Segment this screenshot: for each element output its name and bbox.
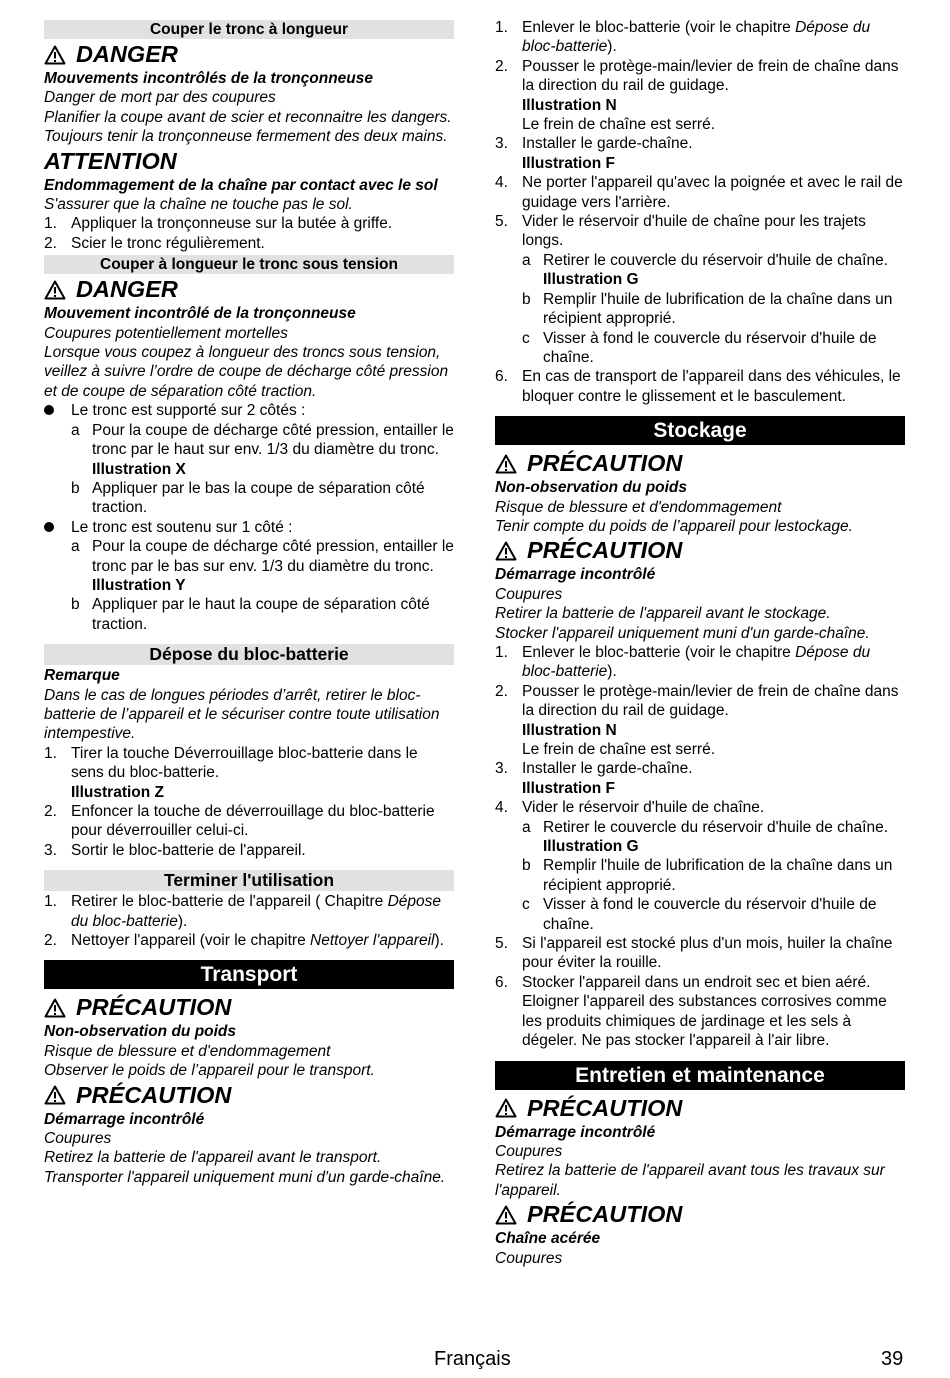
list-item [44,234,454,253]
list-text-main: Scier le tronc régulièrement. [71,234,265,252]
sub-list-letter: b [522,290,531,308]
list-text-main: Vider le réservoir d'huile de chaîne pour les trajets longs. [522,213,866,250]
list-text [522,759,905,778]
warning-text: Transporter l'appareil uniquement muni d'un garde-chaîne. [44,1168,446,1186]
warning-title [44,1081,454,1110]
section-subheading: Dépose du bloc-batterie [44,644,454,665]
list-text-main: Sortir le bloc-batterie de l'appareil. [71,841,306,859]
list-item [495,367,905,406]
list-text [71,234,454,253]
list-text [522,18,905,57]
list-text [522,934,905,973]
warning-text: Planifier la coupe avant de scier et reconnaitre les dangers. [44,108,452,126]
section-subheading: Couper à longueur le tronc sous tension [44,255,454,274]
list-item [44,744,454,783]
list-item [495,934,905,973]
list-text-main: Appliquer la tronçonneuse sur la butée à griffe. [71,215,393,233]
warning-subject: Mouvements incontrôlés de la tronçonneuse [44,70,374,87]
list-item [495,682,905,721]
sub-list-text: Appliquer par le bas la coupe de séparation côté traction. [92,479,425,517]
warning-subject: Démarrage incontrôlé [495,1123,656,1141]
warning-text: Dans le cas de longues périodes d’arrêt, retirer le bloc-batterie de l’appareil et le sécuriser contre toute utilisation intempestive. [44,686,440,743]
chapter-heading: Entretien et maintenance [495,1061,905,1090]
list-number: 1. [495,643,508,661]
bullet-text: Le tronc est supporté sur 2 côtés : [71,402,306,420]
list-item [495,134,905,153]
list-text-main: Ne porter l'appareil qu'avec la poignée et avec le rail de guidage vers l'arrière. [522,174,903,211]
list-text-end: ). [177,912,188,930]
list-text [522,643,905,682]
list-number: 2. [44,234,57,252]
list-text-end: ). [434,932,444,950]
warning-label: DANGER [76,276,178,303]
list-item [495,212,905,251]
warning-text: S'assurer que la chaîne ne touche pas le sol. [44,196,353,214]
warning-text: Risque de blessure et d'endommagement [495,498,782,516]
list-number: 3. [495,135,508,153]
list-item [44,892,454,931]
list-text [522,682,905,721]
bullet-text: Le tronc est soutenu sur 1 côté : [71,518,293,536]
list-text [522,367,905,406]
list-text [71,892,454,931]
sub-list-item [522,251,905,270]
warning-title [44,40,454,69]
list-text-main: Enfoncer la touche de déverrouillage du bloc-batterie pour déverrouiller celui-ci. [71,803,435,840]
list-item [44,802,454,841]
illustration-ref: Illustration F [522,779,615,797]
sub-list-letter: a [71,421,80,439]
warning-subject: Chaîne acérée [495,1230,601,1248]
sub-list-letter: a [522,818,531,836]
sub-list-text: Visser à fond le couvercle du réservoir d'huile de chaîne. [543,329,877,366]
warning-triangle-icon [44,998,66,1018]
warning-text: Retirer la batterie de l'appareil avant le stockage. [495,605,831,623]
attention-title: ATTENTION [44,147,177,174]
sub-list-text: Retirer le couvercle du réservoir d'huile de chaîne. [543,818,888,836]
warning-text: Stocker l'appareil uniquement muni d'un garde-chaîne. [495,624,870,642]
sub-list-letter: c [522,329,530,347]
warning-text: Retirez la batterie de l'appareil avant tous les travaux sur l'appareil. [495,1162,885,1199]
list-number: 1. [44,893,57,911]
list-number: 2. [495,57,508,75]
warning-text: Lorsque vous coupez à longueur des troncs sous tension, veillez à suivre l’ordre de coupe de décharge côté pression et de coupe de séparation côté traction. [44,344,449,400]
list-item [495,173,905,212]
warning-title [495,1200,905,1229]
list-text-main: Installer le garde-chaîne. [522,760,693,778]
warning-triangle-icon [495,1205,517,1225]
sub-list-text: Pour la coupe de décharge côté pression, entailler le tronc par le bas sur env. 1/3 du diamètre du tronc. [92,538,454,575]
warning-triangle-icon [495,541,517,561]
list-text-main: Installer le garde-chaîne. [522,135,693,153]
list-number: 3. [44,841,57,859]
list-item [44,931,454,950]
warning-subject: Remarque [44,667,120,685]
warning-title [495,536,905,565]
chapter-reference: Dépose du bloc-batterie [522,643,871,681]
list-item [495,57,905,96]
list-number: 5. [495,213,508,231]
bullet-dot [44,405,54,415]
step-result: Le frein de chaîne est serré. [522,741,716,758]
warning-label: DANGER [76,41,178,67]
warning-text: Coupures [495,1142,563,1160]
list-text-main: Nettoyer l'appareil (voir le chapitre [71,932,311,950]
warning-triangle-icon [495,454,517,474]
bullet-item [44,518,454,537]
sub-list-text: Retirer le couvercle du réservoir d'huile de chaîne. [543,251,888,269]
list-number: 1. [495,19,508,36]
sub-list-item [522,895,905,934]
sub-list-item [71,595,454,634]
warning-triangle-icon [44,280,66,300]
sub-list-item [522,290,905,329]
list-text-end: ). [607,38,617,56]
warning-label: PRÉCAUTION [76,994,232,1021]
list-text [71,802,454,841]
warning-subject: Démarrage incontrôlé [44,1110,205,1128]
list-text [522,173,905,212]
list-item [495,759,905,778]
sub-list-letter: b [71,596,80,614]
warning-title [495,1094,905,1123]
sub-list-text: Pour la coupe de décharge côté pression, entailler le tronc par le haut sur env. 1/3 du diamètre du tronc. [92,421,454,459]
list-text-main: Enlever le bloc-batterie (voir le chapitre [522,643,796,661]
sub-list-item [71,537,454,576]
warning-title [44,275,454,304]
warning-text: Coupures [44,1130,112,1148]
illustration-ref: Illustration G [543,271,639,289]
illustration-ref: Illustration X [92,460,186,478]
bullet-marker [44,518,71,537]
list-text-main: Pousser le protège-main/levier de frein de chaîne dans la direction du rail de guidage. [522,57,899,95]
bullet-dot [44,522,54,532]
warning-label: PRÉCAUTION [76,1081,232,1108]
sub-list-text: Remplir l'huile de lubrification de la chaîne dans un récipient approprié. [543,290,893,328]
list-text-main: Tirer la touche Déverrouillage bloc-batterie dans le sens du bloc-batterie. [71,744,418,782]
list-text [522,57,905,96]
section-subheading: Couper le tronc à longueur [44,20,454,39]
list-text [522,212,905,251]
illustration-ref: Illustration Y [92,576,186,594]
list-text [71,931,454,950]
warning-label: PRÉCAUTION [527,537,683,564]
illustration-ref: Illustration N [522,96,617,114]
warning-text: Retirez la batterie de l'appareil avant le transport. [44,1149,382,1167]
list-text-end: ). [607,663,617,681]
warning-title [495,449,905,478]
warning-subject: Endommagement de la chaîne par contact avec le sol [44,176,438,194]
sub-list-item [522,329,905,368]
list-number: 6. [495,973,508,991]
right-column [495,18,905,1268]
list-item [495,798,905,817]
list-text-main: Stocker l'appareil dans un endroit sec et bien aéré. Eloigner l'appareil des substances corrosives comme les produits chimiques de jardinage et les sels à dégeler. Ne pas stocker l'appareil à l'air libre. [522,973,887,1050]
warning-text: Risque de blessure et d'endommagement [44,1042,331,1060]
warning-text: Danger de mort par des coupures [44,89,276,107]
warning-text: Tenir compte du poids de l’appareil pour lestockage. [495,517,853,535]
sub-list-item [71,479,454,518]
warning-triangle-icon [44,1085,66,1105]
page-number: 39 [881,1348,904,1370]
chapter-reference: Dépose du bloc-batterie [71,893,441,930]
list-text-main: Si l'appareil est stocké plus d'un mois, huiler la chaîne pour éviter la rouille. [522,935,893,972]
warning-label: PRÉCAUTION [527,1094,683,1121]
step-result: Le frein de chaîne est serré. [522,116,716,134]
list-text [71,744,454,783]
sub-list-item [71,421,454,460]
sub-list-letter: c [522,896,530,914]
warning-text: Coupures [495,585,563,603]
list-number: 5. [495,935,508,953]
list-item [495,643,905,682]
list-text [522,798,905,817]
warning-subject: Démarrage incontrôlé [495,566,656,584]
chapter-heading: Stockage [495,416,905,445]
illustration-ref: Illustration F [522,154,615,172]
warning-text: Observer le poids de l’appareil pour le transport. [44,1062,375,1080]
sub-list-item [522,856,905,895]
sub-list-text: Appliquer par le haut la coupe de séparation côté traction. [92,596,430,633]
sub-list-item [522,818,905,837]
warning-triangle-icon [495,1098,517,1118]
list-number: 4. [495,799,508,817]
list-number: 2. [44,932,57,950]
list-number: 1. [44,744,57,762]
sub-list-letter: a [71,538,80,556]
list-text-main: En cas de transport de l'appareil dans des véhicules, le bloquer contre le glissement et le basculement. [522,368,901,405]
list-text-main: Retirer le bloc-batterie de l'appareil ( Chapitre [71,893,388,911]
illustration-ref: Illustration G [543,838,639,856]
warning-text: Coupures [495,1249,563,1267]
warning-text: Coupures potentiellement mortelles [44,324,288,342]
chapter-reference: Nettoyer l'appareil [310,932,435,950]
list-number: 2. [495,682,508,700]
warning-label: PRÉCAUTION [527,1201,683,1228]
list-item [44,841,454,860]
warning-subject: Non-observation du poids [44,1023,237,1041]
list-item [44,214,454,233]
illustration-ref: Illustration Z [71,783,164,801]
list-number: 2. [44,803,57,820]
list-number: 4. [495,174,508,192]
list-text [522,134,905,153]
warning-text: Toujours tenir la tronçonneuse fermement des deux mains. [44,128,448,146]
chapter-heading: Transport [44,960,454,989]
sub-list-letter: a [522,251,531,269]
chapter-reference: Dépose du bloc-batterie [522,19,871,56]
list-item [495,973,905,1051]
sub-list-text: Visser à fond le couvercle du réservoir d'huile de chaîne. [543,896,877,933]
warning-subject: Mouvement incontrôlé de la tronçonneuse [44,305,356,323]
bullet-marker [44,401,71,420]
warning-triangle-icon [44,45,66,65]
sub-list-letter: b [71,479,80,497]
footer-language: Français [434,1348,511,1370]
warning-label: PRÉCAUTION [527,450,683,477]
warning-subject: Non-observation du poids [495,479,688,497]
list-text-main: Vider le réservoir d'huile de chaîne. [522,799,765,817]
list-item [495,18,905,57]
list-text [522,973,905,1051]
section-subheading: Terminer l'utilisation [44,870,454,891]
list-number: 3. [495,760,508,778]
list-text [71,841,454,860]
illustration-ref: Illustration N [522,721,617,739]
list-text-main: Enlever le bloc-batterie (voir le chapitre [522,19,796,36]
warning-title [44,993,454,1022]
left-column [44,18,454,1187]
list-text-main: Pousser le protège-main/levier de frein de chaîne dans la direction du rail de guidage. [522,682,899,720]
sub-list-letter: b [522,857,531,875]
list-number: 1. [44,215,57,233]
bullet-item [44,401,454,420]
list-number: 6. [495,368,508,386]
sub-list-text: Remplir l'huile de lubrification de la chaîne dans un récipient approprié. [543,857,893,894]
list-text [71,214,454,233]
